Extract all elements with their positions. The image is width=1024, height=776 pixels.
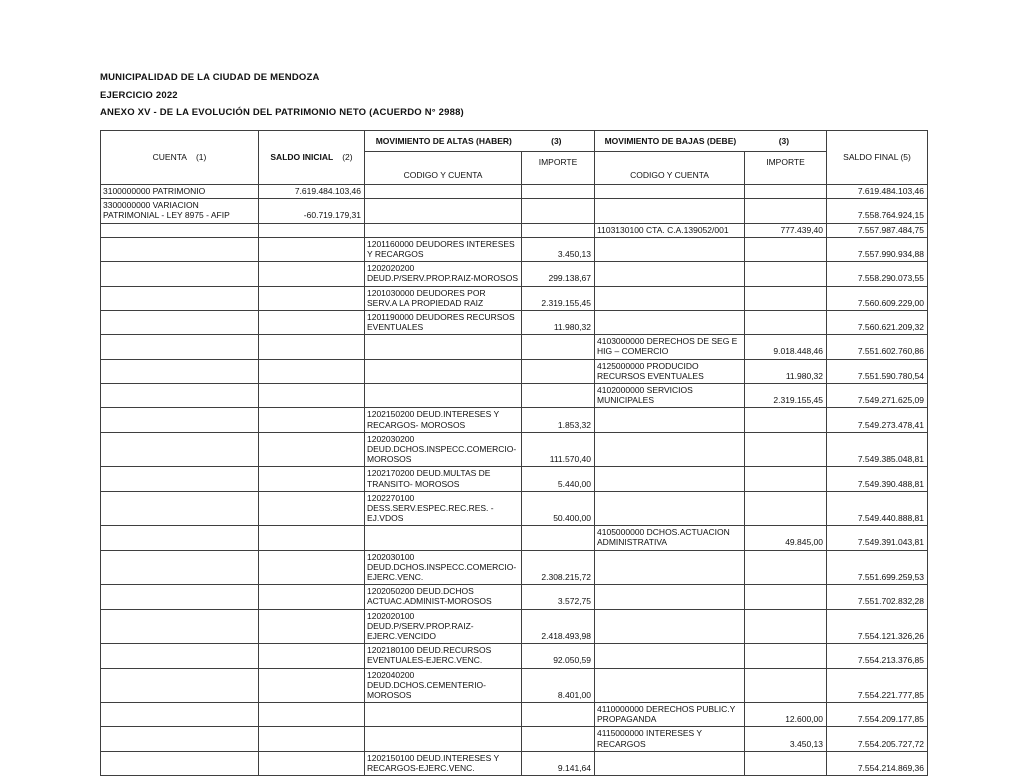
header-bajas-importe: IMPORTE [745,152,827,185]
table-row [101,467,928,491]
cell-saldo-inicial [259,237,365,261]
cell-alta-codigo-cuenta: 1202270100 DESS.SERV.ESPEC.REC.RES. - EJ.VDOS [365,491,522,526]
cell-cuenta [101,408,259,432]
cell-alta-importe: 3.450,13 [522,237,595,261]
cell-saldo-final: 7.554.121.326,26 [827,609,928,644]
cell-alta-importe [522,223,595,237]
table-row [101,550,928,585]
header-movimiento-altas [365,131,595,152]
cell-cuenta [101,262,259,286]
cell-saldo-final: 7.557.990.934,88 [827,237,928,261]
table-row [101,359,928,383]
cell-saldo-final: 7.558.764.924,15 [827,199,928,223]
cell-baja-codigo-cuenta [595,668,745,703]
header-altas-importe: IMPORTE [522,152,595,185]
header-row-top [101,131,928,152]
cell-saldo-final: 7.549.391.043,81 [827,526,928,550]
table-row [101,185,928,199]
cell-baja-importe [745,644,827,668]
cell-saldo-final: 7.558.290.073,55 [827,262,928,286]
cell-alta-codigo-cuenta [365,223,522,237]
cell-saldo-final: 7.554.221.777,85 [827,668,928,703]
cell-saldo-inicial [259,491,365,526]
cell-saldo-final: 7.619.484.103,46 [827,185,928,199]
cell-alta-importe: 1.853,32 [522,408,595,432]
cell-alta-importe [522,199,595,223]
cell-saldo-final: 7.549.440.888,81 [827,491,928,526]
cell-baja-codigo-cuenta: 4102000000 SERVICIOS MUNICIPALES [595,384,745,408]
cell-saldo-inicial [259,609,365,644]
cell-cuenta [101,609,259,644]
document-header [100,69,464,122]
cell-saldo-final: 7.551.702.832,28 [827,585,928,609]
cell-saldo-final: 7.557.987.484,75 [827,223,928,237]
exercise-year: EJERCICIO 2022 [100,89,178,101]
cell-baja-codigo-cuenta: 4110000000 DERECHOS PUBLIC.Y PROPAGANDA [595,703,745,727]
cell-cuenta [101,310,259,334]
cell-alta-importe [522,384,595,408]
cell-baja-importe: 2.319.155,45 [745,384,827,408]
cell-alta-codigo-cuenta [365,185,522,199]
table-row [101,609,928,644]
cell-saldo-final: 7.549.273.478,41 [827,408,928,432]
cell-alta-importe: 2.308.215,72 [522,550,595,585]
table-row [101,703,928,727]
cell-baja-importe [745,432,827,467]
cell-alta-codigo-cuenta: 1201030000 DEUDORES POR SERV.A LA PROPIEDAD RAIZ [365,286,522,310]
table-row [101,310,928,334]
cell-saldo-inicial [259,286,365,310]
table-row [101,751,928,775]
cell-alta-codigo-cuenta [365,727,522,751]
cell-baja-importe: 49.845,00 [745,526,827,550]
table-body [101,185,928,776]
cell-cuenta [101,526,259,550]
table-row [101,432,928,467]
cell-alta-codigo-cuenta [365,359,522,383]
cell-saldo-inicial [259,335,365,359]
cell-alta-importe: 2.319.155,45 [522,286,595,310]
cell-saldo-inicial [259,408,365,432]
cell-saldo-final: 7.551.699.259,53 [827,550,928,585]
cell-alta-importe [522,359,595,383]
table-header [101,131,928,185]
cell-cuenta [101,668,259,703]
cell-alta-importe: 2.418.493,98 [522,609,595,644]
cell-saldo-inicial [259,585,365,609]
cell-saldo-final: 7.554.214.869,36 [827,751,928,775]
cell-cuenta: 3100000000 PATRIMONIO [101,185,259,199]
cell-saldo-inicial [259,644,365,668]
cell-saldo-inicial [259,526,365,550]
cell-cuenta [101,550,259,585]
cell-alta-importe: 111.570,40 [522,432,595,467]
cell-alta-importe [522,335,595,359]
cell-baja-importe [745,467,827,491]
table-row [101,491,928,526]
cell-saldo-inicial [259,727,365,751]
cell-saldo-inicial [259,310,365,334]
cell-cuenta [101,703,259,727]
cell-alta-importe: 299.138,67 [522,262,595,286]
cell-saldo-inicial [259,467,365,491]
header-cuenta-label: CUENTA [152,152,187,163]
cell-cuenta [101,432,259,467]
cell-alta-codigo-cuenta [365,526,522,550]
header-cuenta [101,131,259,185]
cell-baja-codigo-cuenta: 1103130100 CTA. C.A.139052/001 [595,223,745,237]
cell-saldo-final: 7.554.209.177,85 [827,703,928,727]
cell-baja-codigo-cuenta [595,199,745,223]
cell-alta-codigo-cuenta: 1202040200 DEUD.DCHOS.CEMENTERIO-MOROSOS [365,668,522,703]
cell-alta-codigo-cuenta: 1202030100 DEUD.DCHOS.INSPECC.COMERCIO-EJERC.VENC. [365,550,522,585]
cell-saldo-final: 7.549.271.625,09 [827,384,928,408]
cell-baja-importe [745,310,827,334]
table-row [101,408,928,432]
header-bajas-label: MOVIMIENTO DE BAJAS (DEBE) [604,135,737,146]
table-row [101,384,928,408]
table-row [101,286,928,310]
cell-alta-codigo-cuenta: 1202180100 DEUD.RECURSOS EVENTUALES-EJERC.VENC. [365,644,522,668]
header-altas-number: (3) [551,135,562,146]
cell-cuenta [101,491,259,526]
cell-saldo-inicial [259,223,365,237]
cell-baja-codigo-cuenta [595,585,745,609]
cell-baja-importe: 3.450,13 [745,727,827,751]
cell-saldo-final: 7.560.609.229,00 [827,286,928,310]
cell-cuenta [101,359,259,383]
annex-title: ANEXO XV - DE LA EVOLUCIÓN DEL PATRIMONIO NETO (ACUERDO N° 2988) [100,107,464,118]
cell-baja-importe [745,550,827,585]
cell-baja-importe [745,751,827,775]
cell-baja-importe [745,491,827,526]
cell-baja-importe: 777.439,40 [745,223,827,237]
cell-baja-codigo-cuenta [595,408,745,432]
table-row [101,237,928,261]
cell-cuenta [101,751,259,775]
cell-baja-codigo-cuenta: 4115000000 INTERESES Y RECARGOS [595,727,745,751]
cell-saldo-inicial [259,550,365,585]
cell-baja-codigo-cuenta [595,185,745,199]
cell-saldo-inicial [259,703,365,727]
header-movimiento-bajas [595,131,827,152]
table-row [101,262,928,286]
cell-baja-codigo-cuenta [595,550,745,585]
cell-baja-codigo-cuenta [595,262,745,286]
header-bajas-codigo-cuenta: CODIGO Y CUENTA [595,152,745,185]
cell-saldo-final: 7.554.213.376,85 [827,644,928,668]
cell-alta-codigo-cuenta: 1202150200 DEUD.INTERESES Y RECARGOS- MOROSOS [365,408,522,432]
cell-alta-codigo-cuenta: 1202150100 DEUD.INTERESES Y RECARGOS-EJERC.VENC. [365,751,522,775]
table-row [101,585,928,609]
table-row [101,668,928,703]
table-row [101,223,928,237]
cell-cuenta [101,644,259,668]
cell-baja-importe [745,585,827,609]
table-row [101,199,928,223]
cell-baja-importe [745,185,827,199]
cell-baja-importe [745,408,827,432]
cell-baja-codigo-cuenta [595,310,745,334]
cell-alta-codigo-cuenta [365,384,522,408]
cell-cuenta [101,727,259,751]
cell-baja-importe [745,262,827,286]
cell-saldo-inicial [259,384,365,408]
org-title: MUNICIPALIDAD DE LA CIUDAD DE MENDOZA [100,72,320,83]
header-bajas-number: (3) [778,135,790,146]
cell-baja-codigo-cuenta [595,644,745,668]
cell-alta-importe: 50.400,00 [522,491,595,526]
cell-baja-codigo-cuenta [595,286,745,310]
cell-alta-importe [522,703,595,727]
cell-alta-codigo-cuenta [365,199,522,223]
patrimonio-neto-table [100,130,928,776]
cell-alta-importe: 9.141,64 [522,751,595,775]
cell-alta-importe: 3.572,75 [522,585,595,609]
cell-baja-importe [745,286,827,310]
table-row [101,644,928,668]
cell-cuenta [101,223,259,237]
cell-baja-importe: 9.018.448,46 [745,335,827,359]
cell-baja-codigo-cuenta [595,237,745,261]
table-row [101,335,928,359]
cell-cuenta [101,237,259,261]
header-saldo-final: SALDO FINAL (5) [827,131,928,185]
cell-alta-codigo-cuenta: 1202020200 DEUD.P/SERV.PROP.RAIZ-MOROSOS [365,262,522,286]
cell-cuenta [101,384,259,408]
cell-saldo-inicial: -60.719.179,31 [259,199,365,223]
cell-alta-codigo-cuenta: 1202170200 DEUD.MULTAS DE TRANSITO- MOROSOS [365,467,522,491]
cell-baja-codigo-cuenta [595,751,745,775]
cell-saldo-inicial [259,359,365,383]
header-cuenta-number: (1) [195,152,207,163]
cell-alta-importe: 11.980,32 [522,310,595,334]
cell-saldo-final: 7.549.390.488,81 [827,467,928,491]
cell-alta-importe [522,526,595,550]
cell-saldo-inicial [259,668,365,703]
cell-saldo-inicial [259,751,365,775]
cell-saldo-inicial [259,262,365,286]
cell-baja-codigo-cuenta: 4103000000 DERECHOS DE SEG E HIG – COMERCIO [595,335,745,359]
cell-cuenta [101,335,259,359]
cell-baja-codigo-cuenta: 4125000000 PRODUCIDO RECURSOS EVENTUALES [595,359,745,383]
cell-cuenta [101,467,259,491]
cell-baja-importe: 12.600,00 [745,703,827,727]
cell-alta-codigo-cuenta: 1202030200 DEUD.DCHOS.INSPECC.COMERCIO-MOROSOS [365,432,522,467]
cell-saldo-final: 7.551.602.760,86 [827,335,928,359]
cell-saldo-final: 7.554.205.727,72 [827,727,928,751]
header-saldo-inicial-number: (2) [342,152,353,163]
table-row [101,526,928,550]
cell-baja-importe [745,609,827,644]
cell-cuenta [101,585,259,609]
cell-alta-importe: 92.050,59 [522,644,595,668]
cell-alta-codigo-cuenta [365,335,522,359]
table-row [101,727,928,751]
cell-saldo-final: 7.549.385.048,81 [827,432,928,467]
cell-baja-codigo-cuenta [595,467,745,491]
cell-alta-codigo-cuenta [365,703,522,727]
cell-alta-importe: 8.401,00 [522,668,595,703]
cell-baja-importe [745,199,827,223]
cell-alta-codigo-cuenta: 1202020100 DEUD.P/SERV.PROP.RAIZ-EJERC.VENCIDO [365,609,522,644]
cell-saldo-inicial: 7.619.484.103,46 [259,185,365,199]
cell-cuenta [101,286,259,310]
cell-baja-codigo-cuenta [595,609,745,644]
cell-alta-codigo-cuenta: 1201190000 DEUDORES RECURSOS EVENTUALES [365,310,522,334]
cell-alta-codigo-cuenta: 1202050200 DEUD.DCHOS ACTUAC.ADMINIST-MOROSOS [365,585,522,609]
cell-baja-codigo-cuenta: 4105000000 DCHOS.ACTUACION ADMINISTRATIVA [595,526,745,550]
cell-baja-codigo-cuenta [595,491,745,526]
cell-saldo-final: 7.551.590.780,54 [827,359,928,383]
cell-baja-importe [745,668,827,703]
cell-baja-importe [745,237,827,261]
cell-saldo-final: 7.560.621.209,32 [827,310,928,334]
cell-baja-codigo-cuenta [595,432,745,467]
header-saldo-inicial-label: SALDO INICIAL [270,152,334,163]
cell-alta-importe [522,727,595,751]
header-altas-codigo-cuenta: CODIGO Y CUENTA [365,152,522,185]
cell-saldo-inicial [259,432,365,467]
header-altas-label: MOVIMIENTO DE ALTAS (HABER) [375,135,512,146]
cell-alta-importe: 5.440,00 [522,467,595,491]
cell-alta-importe [522,185,595,199]
cell-cuenta: 3300000000 VARIACION PATRIMONIAL - LEY 8975 - AFIP [101,199,259,223]
cell-alta-codigo-cuenta: 1201160000 DEUDORES INTERESES Y RECARGOS [365,237,522,261]
cell-baja-importe: 11.980,32 [745,359,827,383]
header-saldo-inicial [259,131,365,185]
